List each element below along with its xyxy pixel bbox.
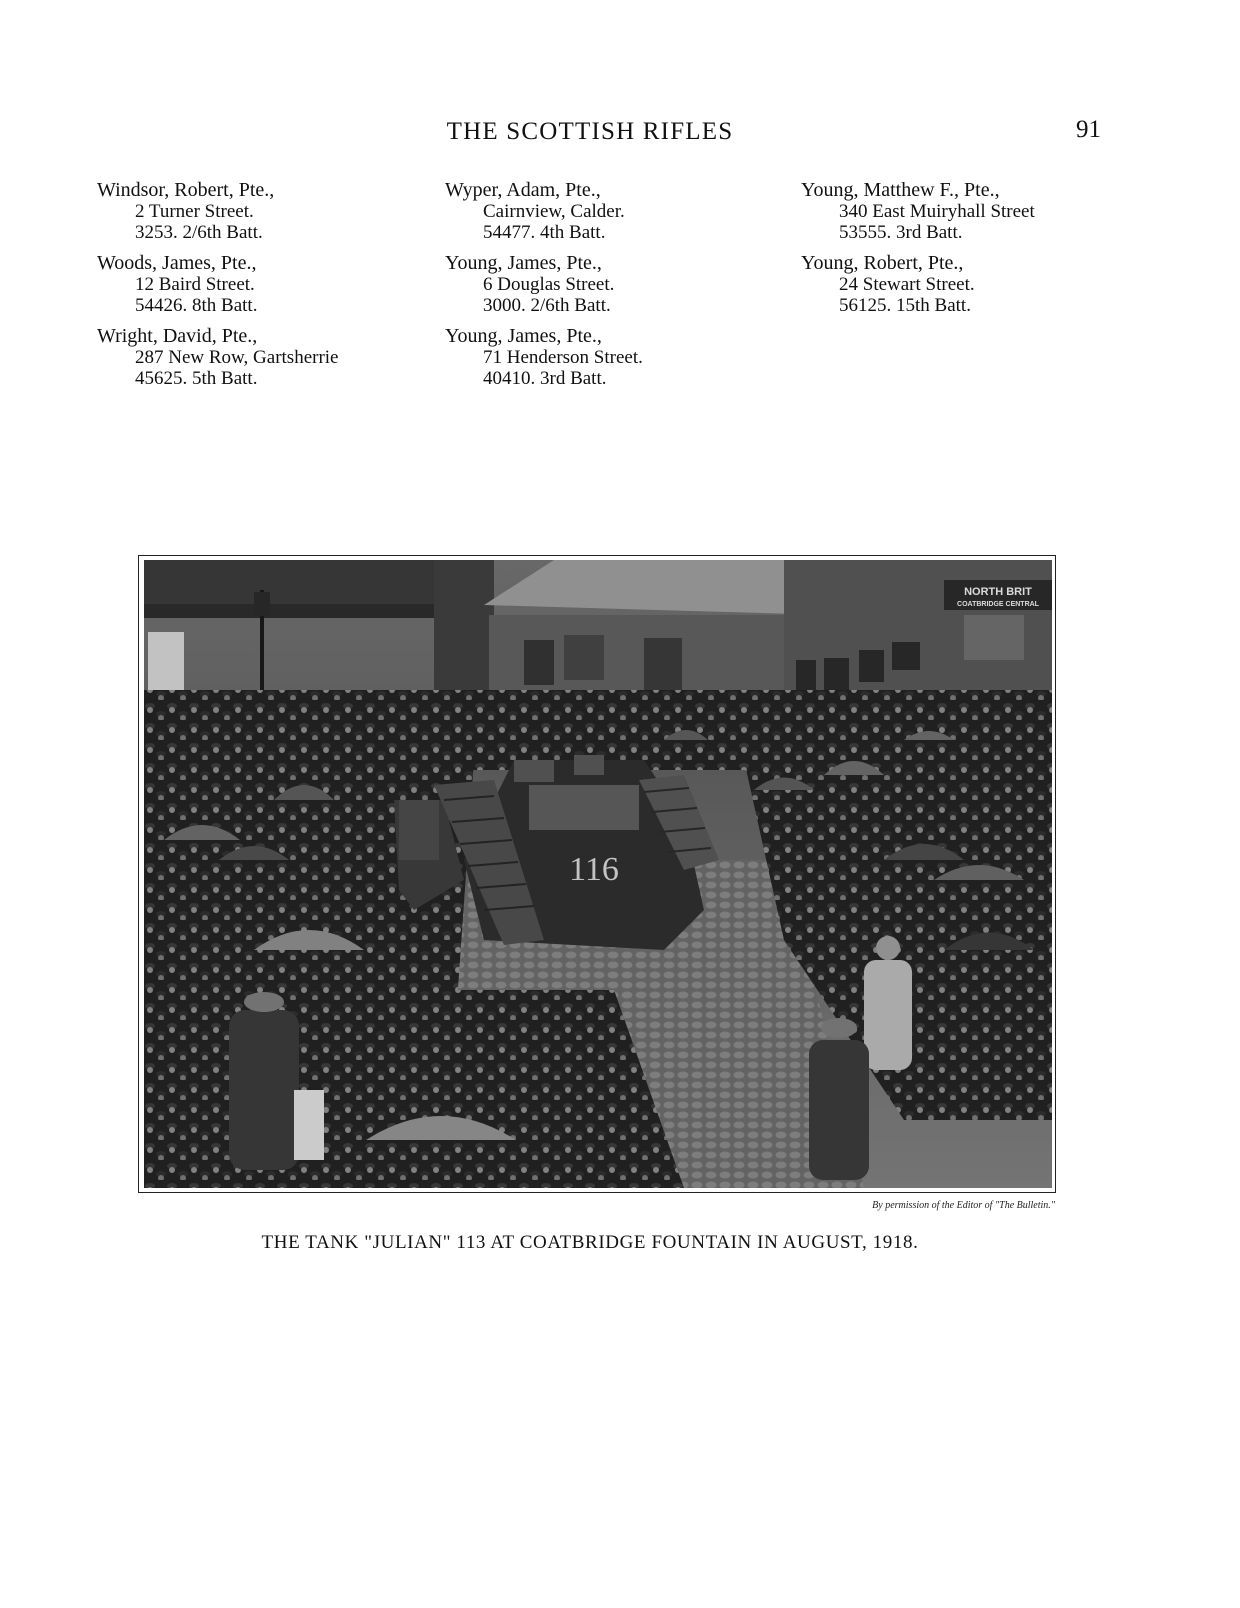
soldier-name: Young, James, Pte.,: [445, 252, 602, 274]
roll-entry: [445, 326, 775, 389]
soldier-service: 54426. 8th Batt.: [135, 295, 258, 316]
roll-entry: [445, 253, 775, 316]
soldier-service: 56125. 15th Batt.: [839, 295, 971, 316]
running-head-title: THE SCOTTISH RIFLES: [446, 118, 734, 145]
soldier-service: 40410. 3rd Batt.: [483, 368, 607, 389]
roll-column-2: [445, 180, 775, 399]
roll-entry: [97, 326, 427, 389]
roll-column-1: [97, 180, 427, 399]
photo-credit: By permission of the Editor of "The Bulletin.": [872, 1200, 1055, 1211]
tank-number: 116: [569, 851, 619, 888]
tank-photograph: [138, 555, 1056, 1193]
soldier-name: Young, Robert, Pte.,: [801, 252, 964, 274]
soldier-address: 71 Henderson Street.: [483, 347, 643, 368]
soldier-service: 53555. 3rd Batt.: [839, 222, 963, 243]
roll-entry: [801, 253, 1101, 316]
soldier-address: 6 Douglas Street.: [483, 274, 615, 295]
soldier-address: 287 New Row, Gartsherrie: [135, 347, 339, 368]
soldier-service: 45625. 5th Batt.: [135, 368, 258, 389]
soldier-name: Woods, James, Pte.,: [97, 252, 257, 274]
page-number: 91: [1076, 116, 1101, 143]
soldier-name: Wright, David, Pte.,: [97, 325, 258, 347]
photo-caption: THE TANK "JULIAN" 113 AT COATBRIDGE FOUNTAIN IN AUGUST, 1918.: [261, 1232, 919, 1253]
soldier-name: Young, James, Pte.,: [445, 325, 602, 347]
roll-entry: [801, 180, 1101, 243]
roll-column-3: [801, 180, 1101, 326]
station-sign-subtext: COATBRIDGE CENTRAL: [957, 601, 1039, 608]
photo-illustration: [144, 560, 1052, 1188]
station-sign-text: NORTH BRIT: [964, 586, 1032, 598]
soldier-address: 24 Stewart Street.: [839, 274, 975, 295]
soldier-address: 340 East Muiryhall Street: [839, 201, 1035, 222]
soldier-address: Cairnview, Calder.: [483, 201, 625, 222]
roll-entry: [97, 253, 427, 316]
soldier-service: 3000. 2/6th Batt.: [483, 295, 611, 316]
soldier-service: 54477. 4th Batt.: [483, 222, 606, 243]
soldier-name: Young, Matthew F., Pte.,: [801, 179, 1000, 201]
soldier-name: Wyper, Adam, Pte.,: [445, 179, 601, 201]
soldier-address: 2 Turner Street.: [135, 201, 254, 222]
soldier-address: 12 Baird Street.: [135, 274, 255, 295]
soldier-name: Windsor, Robert, Pte.,: [97, 179, 275, 201]
roll-entry: [97, 180, 427, 243]
soldier-service: 3253. 2/6th Batt.: [135, 222, 263, 243]
roll-entry: [445, 180, 775, 243]
